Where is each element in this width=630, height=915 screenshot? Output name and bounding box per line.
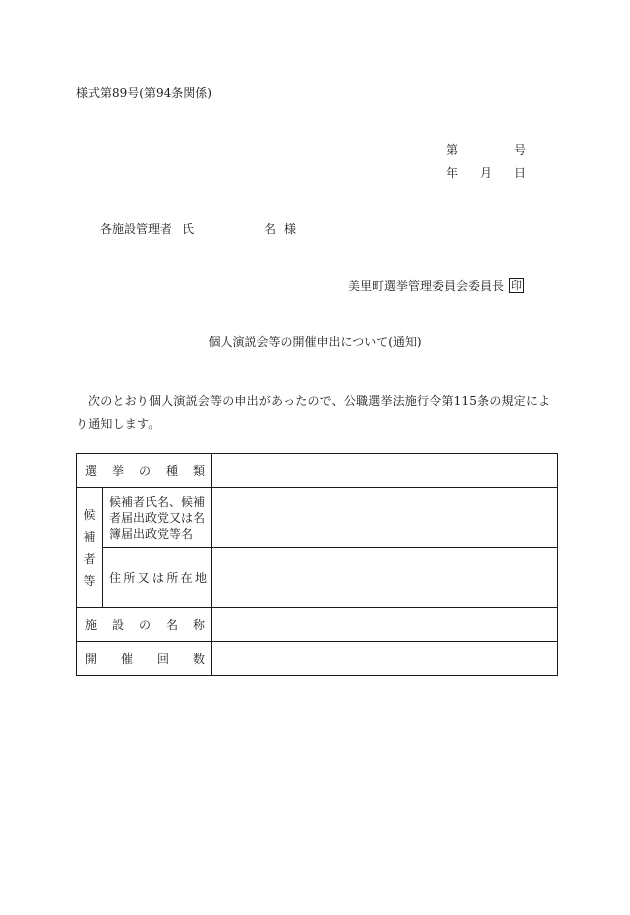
election-type-field[interactable]: [212, 454, 558, 488]
addressee-shi: 氏: [182, 222, 195, 236]
date-line: [446, 164, 526, 181]
document-number-line: [446, 141, 526, 158]
candidate-name-field[interactable]: [212, 488, 558, 548]
candidate-name-label: 候補者氏名、候補者届出政党又は名簿届出政党等名: [103, 488, 212, 548]
meeting-count-label: 開 催 回 数: [77, 642, 212, 676]
date-year: 年: [446, 166, 459, 180]
table-row: [77, 608, 558, 642]
date-day: 日: [513, 166, 526, 180]
form-number: 様式第89号(第94条関係): [76, 86, 212, 100]
document-number-prefix: 第: [446, 143, 459, 157]
table-row: [77, 454, 558, 488]
application-table: [76, 453, 558, 676]
table-row: [77, 488, 558, 548]
table-row: [77, 548, 558, 608]
candidate-group-label: 候 補 者 等: [77, 488, 103, 608]
facility-name-label: 施 設 の 名 称: [77, 608, 212, 642]
address-label: 住 所 又 は 所 在 地: [103, 548, 212, 608]
addressee-sama: 様: [284, 222, 297, 236]
addressee-title: 各施設管理者: [100, 222, 173, 236]
facility-name-field[interactable]: [212, 608, 558, 642]
addressee-mei: 名: [264, 222, 277, 236]
document-title: 個人演説会等の開催申出について(通知): [208, 335, 422, 349]
meeting-count-field[interactable]: [212, 642, 558, 676]
addressee-line: [100, 220, 296, 237]
date-month: 月: [479, 166, 492, 180]
election-type-label: 選 挙 の 種 類: [77, 454, 212, 488]
sender-line: [348, 277, 524, 294]
sender-name: 美里町選挙管理委員会委員長: [348, 279, 505, 293]
address-field[interactable]: [212, 548, 558, 608]
document-number-suffix: 号: [513, 143, 526, 157]
table-row: [77, 642, 558, 676]
seal-stamp: 印: [511, 279, 523, 292]
body-text: 次のとおり個人演説会等の申出があったので、公職選挙法施行令第115条の規定により通知します。: [76, 394, 551, 431]
